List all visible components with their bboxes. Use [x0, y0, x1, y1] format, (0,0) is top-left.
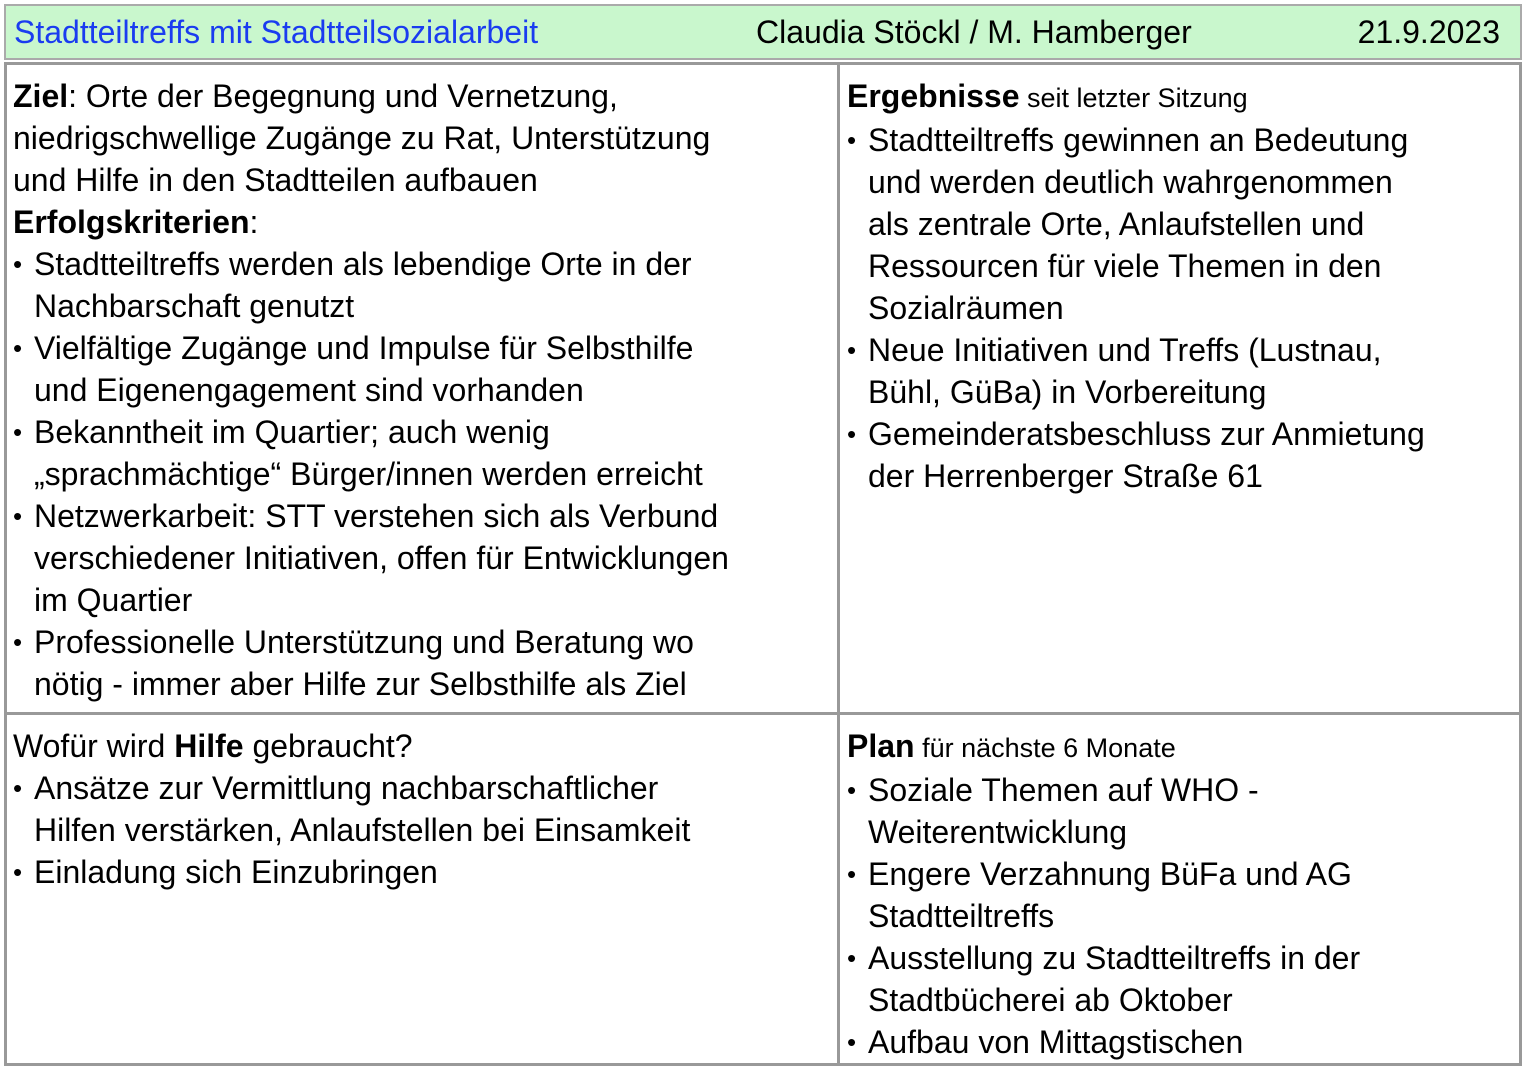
ziel-line-3: und Hilfe in den Stadtteilen aufbauen	[13, 162, 538, 198]
list-item: • Bekanntheit im Quartier; auch wenig „sprachmächtige“ Bürger/innen werden erreicht	[13, 411, 729, 495]
vertical-divider	[837, 65, 840, 1063]
plan-label: Plan	[847, 728, 915, 764]
header-bar	[4, 4, 1522, 60]
ergebnisse-heading: Ergebnisse seit letzter Sitzung	[847, 78, 1248, 114]
ziel-line-2: niedrigschwellige Zugänge zu Rat, Unterstützung	[13, 120, 711, 156]
erfolgskriterien-list	[13, 243, 729, 705]
list-item: • Vielfältige Zugänge und Impulse für Selbsthilfe und Eigenengagement sind vorhanden	[13, 327, 729, 411]
plan-section	[847, 725, 1360, 1063]
list-item: • Soziale Themen auf WHO - Weiterentwicklung	[847, 769, 1360, 853]
list-item: • Ansätze zur Vermittlung nachbarschaftlicher Hilfen verstärken, Anlaufstellen bei Einsamkeit	[13, 767, 690, 851]
slide-title: Stadtteiltreffs mit Stadtteilsozialarbeit	[14, 14, 539, 50]
hilfe-heading: Wofür wird Hilfe gebraucht?	[13, 728, 413, 764]
list-item: • Neue Initiativen und Treffs (Lustnau, Bühl, GüBa) in Vorbereitung	[847, 329, 1425, 413]
ergebnisse-label: Ergebnisse	[847, 78, 1020, 114]
list-item: • Gemeinderatsbeschluss zur Anmietung der Herrenberger Straße 61	[847, 413, 1425, 497]
hilfe-section	[13, 725, 690, 893]
erfolgskriterien-heading: Erfolgskriterien:	[13, 204, 259, 240]
ergebnisse-list	[847, 119, 1425, 497]
ziel-line-1: Ziel: Orte der Begegnung und Vernetzung,	[13, 78, 618, 114]
ergebnisse-section	[847, 75, 1425, 497]
list-item: • Stadtteiltreffs werden als lebendige Orte in der Nachbarschaft genutzt	[13, 243, 729, 327]
horizontal-divider	[7, 712, 1519, 715]
list-item: • Aufbau von Mittagstischen	[847, 1021, 1360, 1063]
list-item: • Engere Verzahnung BüFa und AG Stadtteiltreffs	[847, 853, 1360, 937]
slide	[4, 4, 1522, 1066]
plan-list	[847, 769, 1360, 1063]
hilfe-label: Hilfe	[174, 728, 244, 764]
ziel-section	[13, 75, 729, 705]
plan-heading: Plan für nächste 6 Monate	[847, 728, 1176, 764]
slide-authors: Claudia Stöckl / M. Hamberger	[756, 14, 1192, 50]
ziel-label: Ziel	[13, 78, 69, 114]
erfolgskriterien-label: Erfolgskriterien	[13, 204, 250, 240]
list-item: • Professionelle Unterstützung und Beratung wo nötig - immer aber Hilfe zur Selbsthilfe als Ziel	[13, 621, 729, 705]
list-item: • Ausstellung zu Stadtteiltreffs in der Stadtbücherei ab Oktober	[847, 937, 1360, 1021]
slide-date: 21.9.2023	[1357, 14, 1500, 50]
list-item: • Einladung sich Einzubringen	[13, 851, 690, 893]
hilfe-list	[13, 767, 690, 893]
list-item: • Netzwerkarbeit: STT verstehen sich als Verbund verschiedener Initiativen, offen für Entwicklungen im Quartier	[13, 495, 729, 621]
content-grid	[4, 62, 1522, 1066]
list-item: • Stadtteiltreffs gewinnen an Bedeutung und werden deutlich wahrgenommen als zentrale Orte, Anlaufstellen und Ressourcen für viele Themen in den Sozialräumen	[847, 119, 1425, 329]
